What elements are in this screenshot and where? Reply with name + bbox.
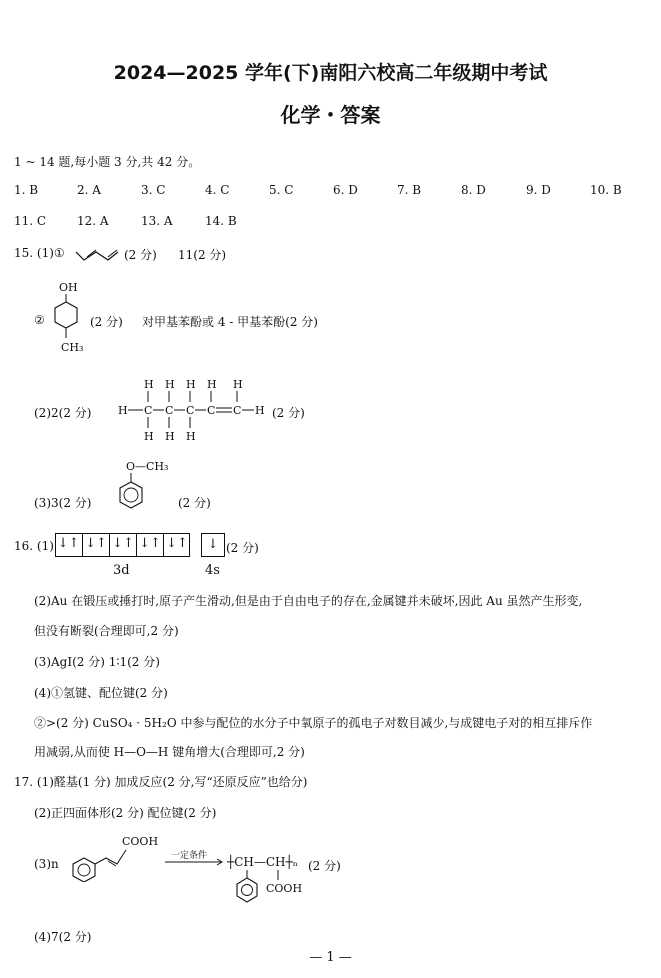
orbital-4s-box: ↓ <box>201 533 225 557</box>
mc-answer: 11. C <box>14 214 47 228</box>
h-atom: H <box>165 378 175 391</box>
mc-answer: 6. D <box>333 183 358 197</box>
q17-part2: (2)正四面体形(2 分) 配位键(2 分) <box>34 806 217 820</box>
p-cresol-structure <box>50 280 90 364</box>
cooh-group: COOH <box>122 835 159 848</box>
mc-answer: 3. C <box>141 183 166 197</box>
h-atom: H <box>186 378 196 391</box>
c-atom: C <box>233 404 242 417</box>
c-atom: C <box>165 404 174 417</box>
q16-part4: (4)①氢键、配位键(2 分) <box>34 686 168 700</box>
exam-subtitle: 化学・答案 <box>280 103 381 127</box>
c-atom: C <box>144 404 153 417</box>
cinnamic-acid-structure <box>68 832 168 882</box>
q16-part2-line1: (2)Au 在锻压或捶打时,原子产生滑动,但是由于自由电子的存在,金属键并未破坏,因此 Au 虽然产生形变, <box>34 594 583 608</box>
c-atom: C <box>207 404 216 417</box>
orbital-3d-box <box>55 533 190 557</box>
q17-part3-label: (3)n <box>34 857 59 871</box>
c-atom: C <box>186 404 195 417</box>
mc-answer: 9. D <box>526 183 551 197</box>
mc-answer: 12. A <box>77 214 109 228</box>
h-atom: H <box>186 430 196 443</box>
reaction-condition: 一定条件 <box>171 851 208 861</box>
h-atom: H <box>207 378 217 391</box>
q17-part4: (4)7(2 分) <box>34 930 92 944</box>
orbital-3d-cell: ↓↑ <box>163 533 190 557</box>
mc-answer: 8. D <box>461 183 486 197</box>
orbital-3d-cell: ↓↑ <box>136 533 163 557</box>
q16-part4b-line2: 用减弱,从而使 H—O—H 键角增大(合理即可,2 分) <box>34 745 305 759</box>
mc-answer: 13. A <box>141 214 173 228</box>
q15-part1b-score: (2 分) <box>90 315 123 329</box>
q15-part1b-label: ② <box>34 313 45 327</box>
mc-answer: 7. B <box>397 183 422 197</box>
orbital-3d-cell: ↓↑ <box>109 533 136 557</box>
mc-answer: 1. B <box>14 183 39 197</box>
h-atom: H <box>144 430 154 443</box>
mc-answer: 4. C <box>205 183 230 197</box>
q15-part3-score: (2 分) <box>178 496 211 510</box>
anisole-structure <box>114 456 184 518</box>
diene-skeletal-structure <box>74 244 120 264</box>
q16-part1-label: 16. (1) <box>14 539 54 553</box>
page-number: — 1 — <box>309 950 352 965</box>
q15-part2-label: (2)2(2 分) <box>34 406 92 420</box>
q16-part4b-line1: ②>(2 分) CuSO₄ · 5H₂O 中参与配位的水分子中氧原子的孤电子对数目减少,与成键电子对的相互排斥作 <box>34 716 593 730</box>
mc-answer: 14. B <box>205 214 237 228</box>
q16-part1-score: (2 分) <box>226 541 259 555</box>
h-atom: H <box>165 430 175 443</box>
q16-part3: (3)AgI(2 分) 1∶1(2 分) <box>34 655 160 669</box>
q17-part1: 17. (1)醛基(1 分) 加成反应(2 分,写“还原反应”也给分) <box>14 775 308 789</box>
label-3d: 3d <box>113 563 130 578</box>
och3-group: O—CH₃ <box>126 460 169 473</box>
q15-part1-label: 15. (1)① <box>14 246 65 260</box>
polymer-formula: ┼CH—CH┼ₙ <box>227 855 298 869</box>
label-4s: 4s <box>205 563 220 578</box>
q17-part3-score: (2 分) <box>308 859 341 873</box>
q15-part1b-name: 对甲基苯酚或 4 - 甲基苯酚(2 分) <box>142 315 318 329</box>
mc-answer: 2. A <box>77 183 101 197</box>
q15-part1-score: (2 分) <box>124 248 157 262</box>
mc-answer: 5. C <box>269 183 294 197</box>
q16-part2-line2: 但没有断裂(合理即可,2 分) <box>34 624 179 638</box>
exam-title: 2024—2025 学年(下)南阳六校高二年级期中考试 <box>113 62 548 84</box>
h-atom: H <box>255 404 265 417</box>
h-atom: H <box>144 378 154 391</box>
cooh-group: COOH <box>266 882 303 895</box>
orbital-3d-cell: ↓↑ <box>57 536 80 551</box>
q15-part1-count: 11(2 分) <box>178 248 227 262</box>
section-intro: 1 ~ 14 题,每小题 3 分,共 42 分。 <box>14 155 201 169</box>
polymer-substituents <box>226 868 316 916</box>
oh-group: OH <box>59 281 78 294</box>
h-atom: H <box>118 404 128 417</box>
butene-structural-formula <box>116 374 276 446</box>
q15-part2-score: (2 分) <box>272 406 305 420</box>
orbital-3d-cell: ↓↑ <box>82 533 109 557</box>
q15-part3-label: (3)3(2 分) <box>34 496 92 510</box>
ch3-group: CH₃ <box>61 341 84 354</box>
h-atom: H <box>233 378 243 391</box>
reaction-arrow-icon <box>164 858 226 866</box>
mc-answer: 10. B <box>590 183 622 197</box>
